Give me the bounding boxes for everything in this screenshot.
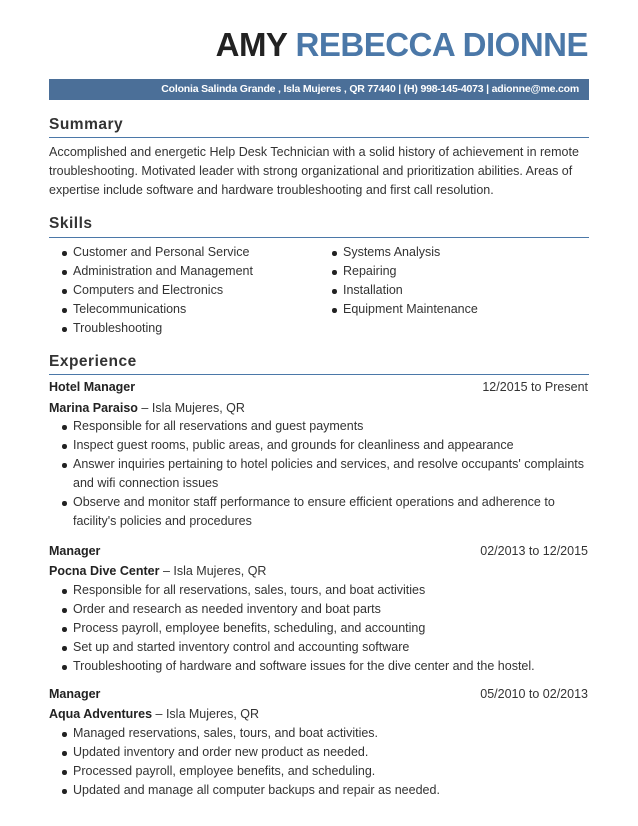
duty-item: Inspect guest rooms, public areas, and grounds for cleanliness and appearance — [49, 436, 589, 455]
experience-divider — [49, 374, 589, 375]
job-dates: 05/2010 to 02/2013 — [480, 687, 588, 701]
summary-heading: Summary — [49, 116, 124, 133]
duty-item: Managed reservations, sales, tours, and boat activities. — [49, 724, 589, 743]
duty-item: Responsible for all reservations and guest payments — [49, 417, 589, 436]
skill-item: Troubleshooting — [49, 319, 319, 338]
company-name: Pocna Dive Center — [49, 564, 160, 578]
summary-divider — [49, 137, 589, 138]
job-duties — [49, 417, 589, 531]
skills-heading: Skills — [49, 215, 93, 232]
job-company — [49, 707, 259, 721]
skill-item: Administration and Management — [49, 262, 319, 281]
job-company — [49, 401, 245, 415]
skill-item: Systems Analysis — [319, 243, 589, 262]
job-duties — [49, 724, 589, 800]
duty-item: Processed payroll, employee benefits, and scheduling. — [49, 762, 589, 781]
skill-item: Installation — [319, 281, 589, 300]
first-name: AMY — [215, 26, 287, 63]
duty-item: Order and research as needed inventory and boat parts — [49, 600, 589, 619]
job-dates: 02/2013 to 12/2015 — [480, 544, 588, 558]
duty-item: Updated and manage all computer backups and repair as needed. — [49, 781, 589, 800]
company-location: – Isla Mujeres, QR — [155, 707, 260, 721]
skill-item: Repairing — [319, 262, 589, 281]
company-name: Aqua Adventures — [49, 707, 153, 721]
duty-item: Troubleshooting of hardware and software issues for the dive center and the hostel. — [49, 657, 589, 676]
skill-item: Computers and Electronics — [49, 281, 319, 300]
skill-item: Customer and Personal Service — [49, 243, 319, 262]
duty-item: Updated inventory and order new product as needed. — [49, 743, 589, 762]
company-location: – Isla Mujeres, QR — [162, 564, 267, 578]
job-title: Manager — [49, 544, 101, 558]
job-title: Hotel Manager — [49, 380, 136, 394]
skills-list-right — [319, 243, 589, 319]
duty-item: Answer inquiries pertaining to hotel policies and services, and resolve occupants' complaints and wifi connection issues — [49, 455, 589, 493]
skill-item: Equipment Maintenance — [319, 300, 589, 319]
candidate-name — [216, 24, 588, 66]
job-dates: 12/2015 to Present — [482, 380, 588, 394]
last-names: REBECCA DIONNE — [295, 26, 588, 63]
job-company — [49, 564, 266, 578]
contact-bar: Colonia Salinda Grande , Isla Mujeres , QR 77440 | (H) 998-145-4073 | adionne@me.com — [49, 79, 589, 100]
company-location: – Isla Mujeres, QR — [141, 401, 245, 415]
skill-item: Telecommunications — [49, 300, 319, 319]
skills-divider — [49, 237, 589, 238]
job-title: Manager — [49, 687, 101, 701]
summary-text: Accomplished and energetic Help Desk Technician with a solid history of achievement in remote troubleshooting. Motivated leader with strong organizational and prioritization abilities. Areas of expertise include software and hardware troubleshooting and first call resolution. — [49, 145, 579, 197]
duty-item: Set up and started inventory control and accounting software — [49, 638, 589, 657]
company-name: Marina Paraiso — [49, 401, 138, 415]
duty-item: Process payroll, employee benefits, scheduling, and accounting — [49, 619, 589, 638]
duty-item: Responsible for all reservations, sales, tours, and boat activities — [49, 581, 589, 600]
duty-item: Observe and monitor staff performance to ensure efficient operations and adherence to facility's policies and procedures — [49, 493, 589, 531]
experience-heading: Experience — [49, 353, 137, 370]
job-duties — [49, 581, 589, 676]
skills-list-left — [49, 243, 319, 338]
